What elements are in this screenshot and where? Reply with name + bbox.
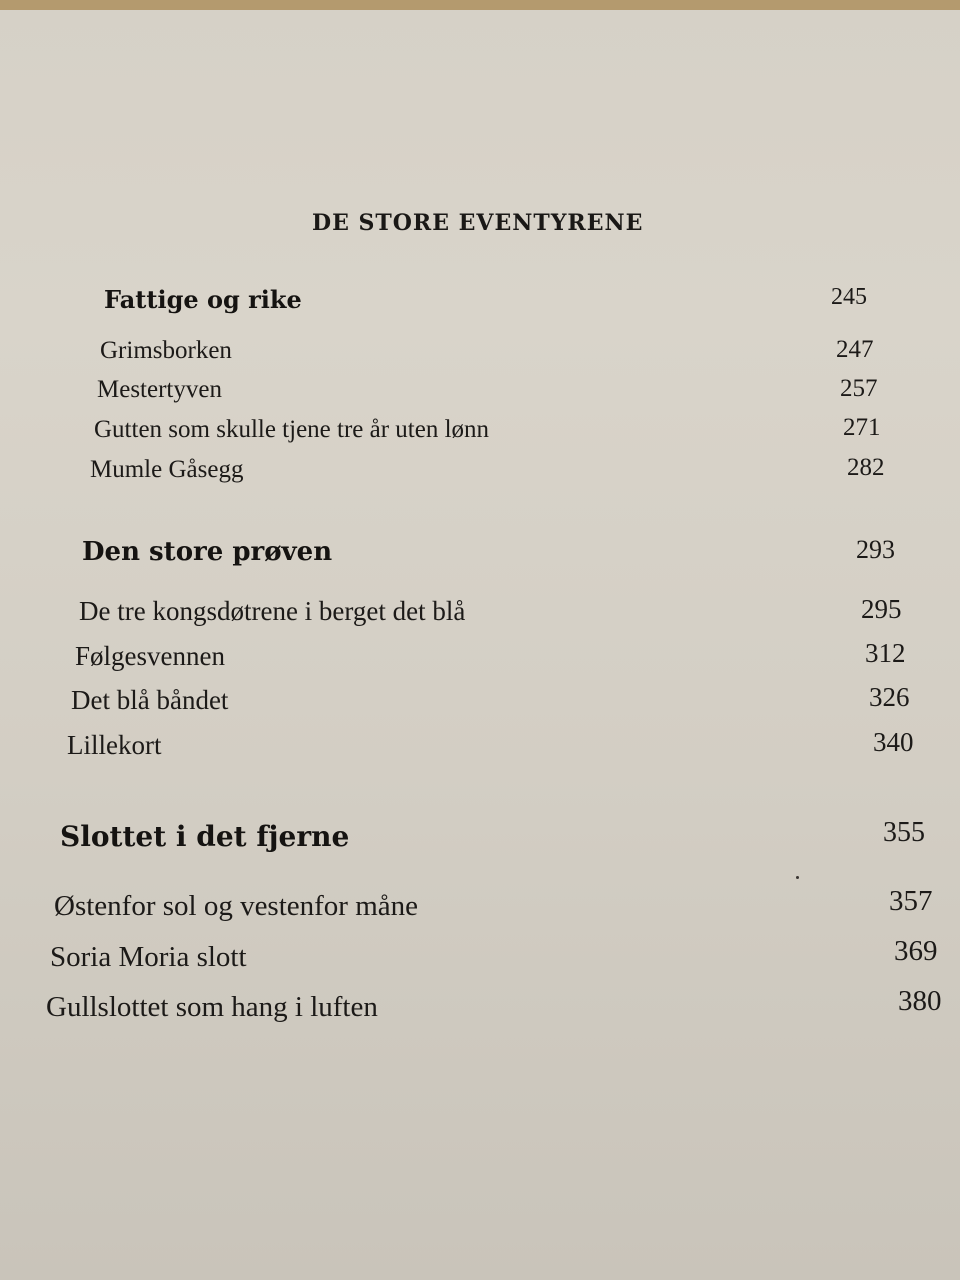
- toc-entry-page: 271: [843, 414, 881, 441]
- toc-entry-page: 340: [873, 727, 914, 757]
- section-page-number: 293: [856, 535, 895, 564]
- toc-entry-title: Det blå båndet: [71, 685, 229, 715]
- toc-entry-page: 369: [894, 935, 938, 967]
- toc-entry-title: De tre kongsdøtrene i berget det blå: [79, 596, 466, 626]
- toc-entry-title: Gutten som skulle tjene tre år uten lønn: [94, 416, 490, 443]
- section-title: Den store prøven: [82, 537, 333, 567]
- page-top-edge: [0, 0, 960, 10]
- toc-entry-title: Mestertyven: [97, 376, 222, 403]
- toc-entry-page: 257: [840, 375, 878, 402]
- toc-entry-page: 357: [889, 885, 933, 917]
- page-heading: DE STORE EVENTYRENE: [312, 210, 644, 236]
- ink-speck: [796, 876, 799, 879]
- section-title: Slottet i det fjerne: [60, 820, 350, 853]
- toc-entry-title: Grimsborken: [100, 337, 232, 364]
- toc-entry-page: 282: [847, 454, 885, 481]
- toc-entry-title: Mumle Gåsegg: [90, 456, 244, 483]
- section-title: Fattige og rike: [104, 285, 302, 314]
- toc-entry-title: Lillekort: [67, 730, 162, 760]
- toc-entry-title: Følgesvennen: [75, 641, 225, 671]
- toc-entry-title: Gullslottet som hang i luften: [46, 991, 378, 1023]
- toc-entry-title: Østenfor sol og vestenfor måne: [54, 890, 419, 922]
- section-page-number: 245: [831, 284, 867, 310]
- toc-entry-title: Soria Moria slott: [50, 941, 247, 973]
- toc-entry-page: 312: [865, 638, 906, 668]
- toc-entry-page: 247: [836, 336, 874, 363]
- toc-entry-page: 295: [861, 594, 902, 624]
- section-page-number: 355: [883, 817, 925, 848]
- toc-entry-page: 380: [898, 985, 942, 1017]
- toc-entry-page: 326: [869, 682, 910, 712]
